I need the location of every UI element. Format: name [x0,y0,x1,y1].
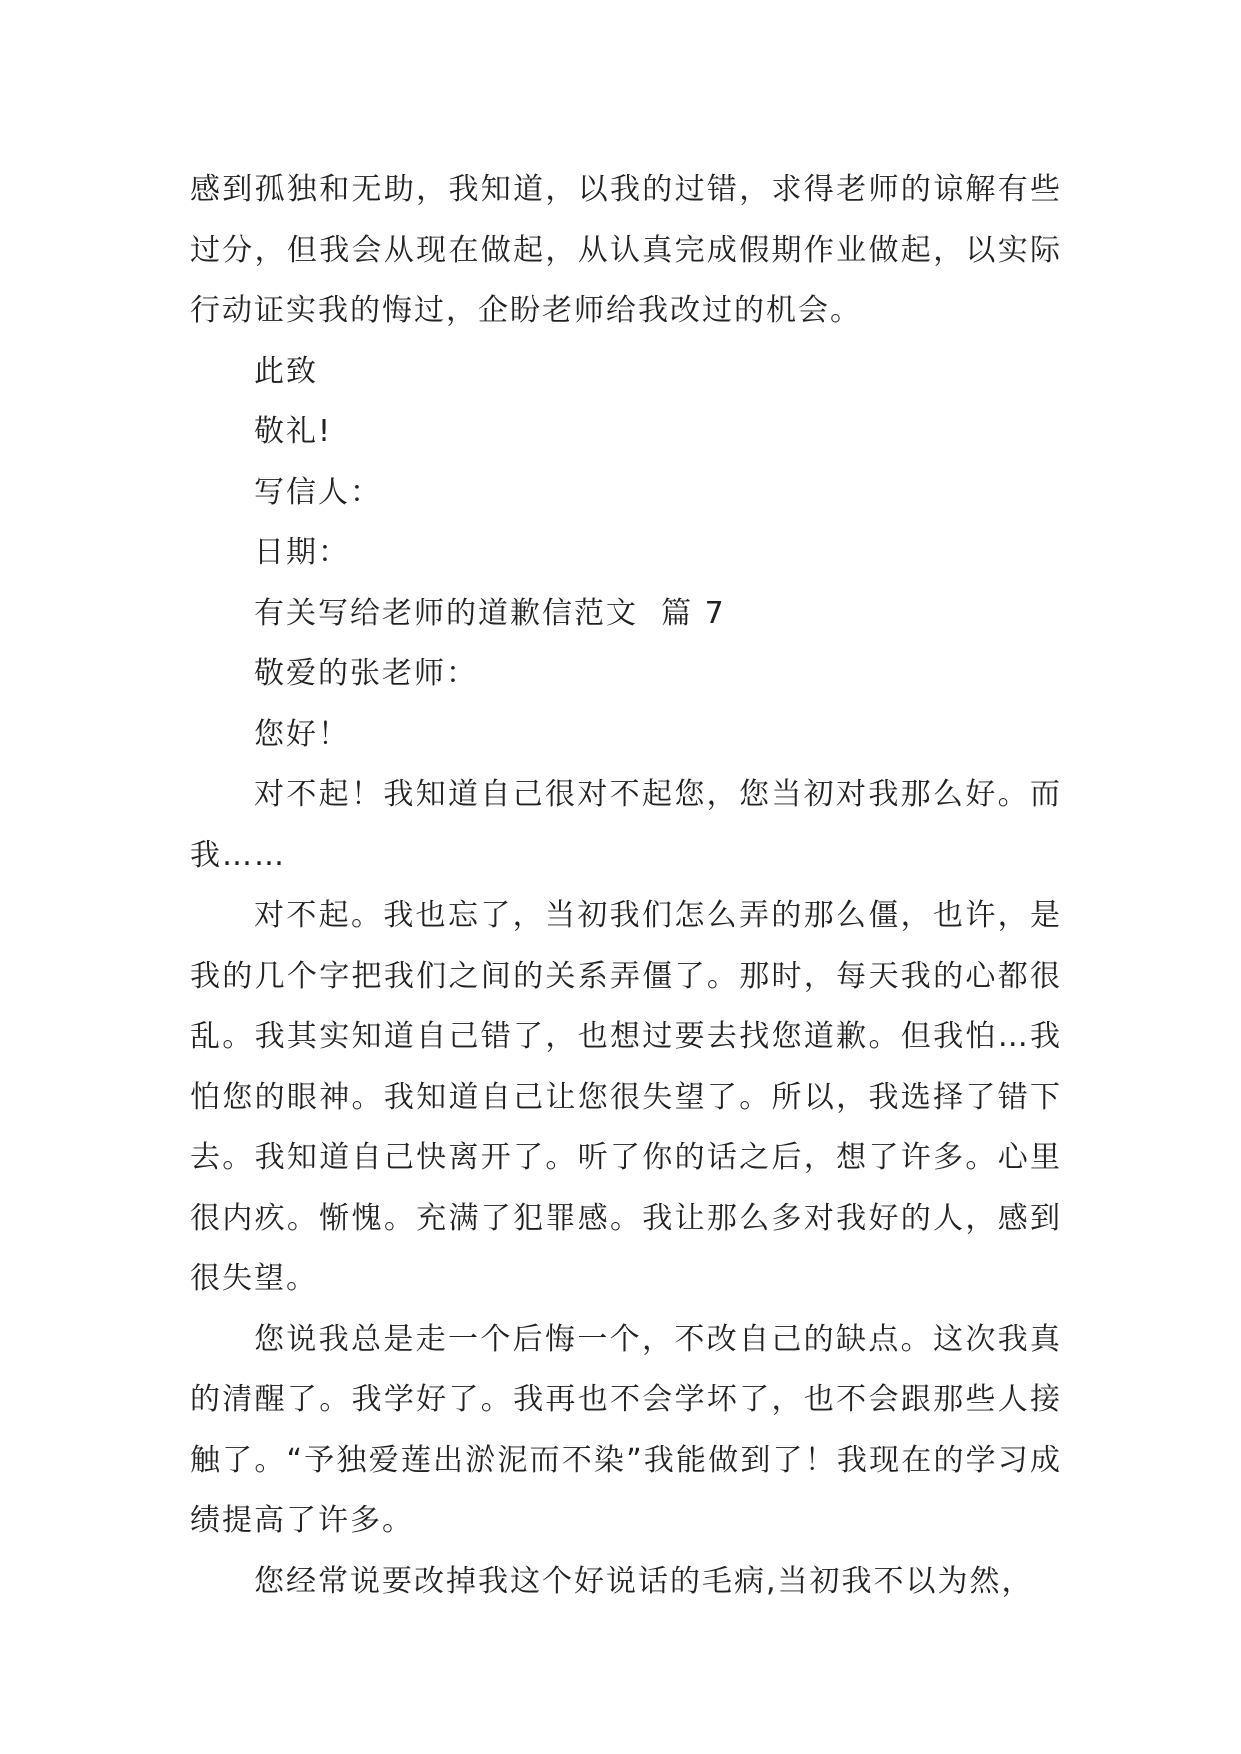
letter-hello: 您好！ [254,716,350,752]
document-body [190,160,1062,1612]
paragraph: 您经常说要改掉我这个好说话的毛病,当初我不以为然， [254,1563,1034,1599]
paragraph: 您说我总是走一个后悔一个，不改自己的缺点。这次我真的清醒了。我学好了。我再也不会学坏了，也不会跟那些人接触了。“予独爱莲出淤泥而不染”我能做到了！我现在的学习成绩提高了许多。 [190,1321,1062,1538]
closing-respect: 敬礼! [254,414,333,449]
paragraph: 对不起！我知道自己很对不起您，您当初对我那么好。而我…… [190,777,1062,873]
closing-salutation: 此致 [254,353,318,389]
letter-greeting: 敬爱的张老师： [254,656,478,691]
writer-label: 写信人： [254,474,382,510]
paragraph: 对不起。我也忘了，当初我们怎么弄的那么僵，也许，是我的几个字把我们之间的关系弄僵了。那时，每天我的心都很乱。我其实知道自己错了，也想过要去找您道歉。但我怕…我怕您的眼神。我知道自己让您很失望了。所以，我选择了错下去。我知道自己快离开了。听了你的话之后，想了许多。心里很内疚。惭愧。充满了犯罪感。我让那么多对我好的人，感到很失望。 [190,898,1062,1296]
paragraph-continued: 感到孤独和无助，我知道，以我的过错，求得老师的谅解有些过分，但我会从现在做起，从认真完成假期作业做起，以实际行动证实我的悔过，企盼老师给我改过的机会。 [190,172,1062,328]
date-label: 日期： [254,535,350,570]
section-title: 有关写给老师的道歉信范文 篇 7 [254,595,726,631]
